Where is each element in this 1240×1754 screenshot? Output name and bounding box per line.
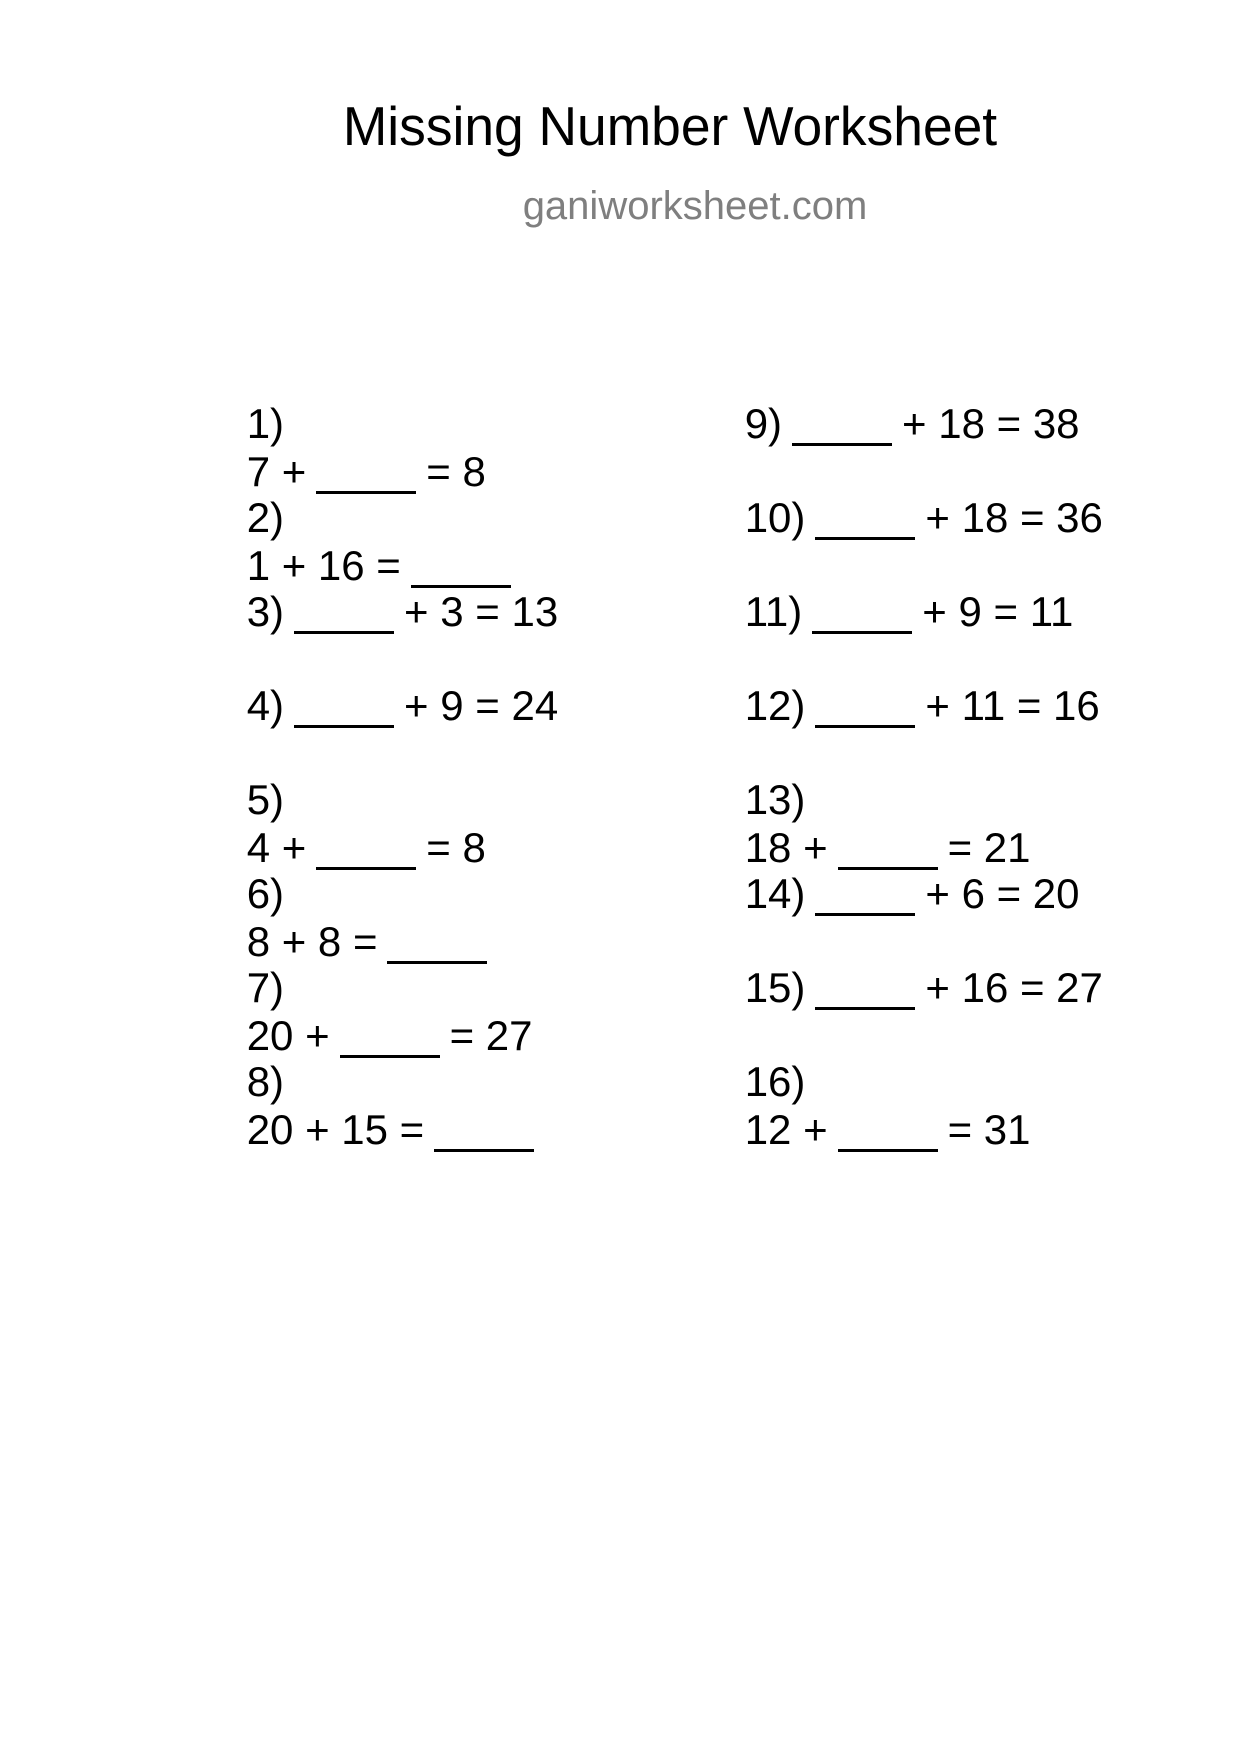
problem-right-part: + 3 = 13 (404, 588, 559, 635)
answer-blank[interactable] (838, 1147, 938, 1152)
problem-number: 15) (744, 964, 806, 1011)
problem-number: 4) (246, 682, 285, 729)
problem-number: 3) (246, 588, 285, 635)
problem-right-part: = 8 (426, 824, 486, 871)
problem-right-part: = 27 (449, 1012, 533, 1059)
problem-left-part: 12 + (744, 1106, 828, 1153)
problem-right-part: + 6 = 20 (925, 870, 1080, 917)
problem-number: 10) (744, 494, 806, 541)
problem-16 (698, 1010, 1031, 1202)
problem-right-part: + 11 = 16 (925, 682, 1100, 729)
problem-number: 2) (246, 494, 285, 541)
problem-right-part: + 9 = 24 (404, 682, 559, 729)
problem-right-part: = 8 (426, 448, 486, 495)
website-label: ganiworksheet.com (522, 184, 868, 228)
problem-left-part: 8 + 8 = (246, 918, 378, 965)
problem-right-part: = 21 (947, 824, 1031, 871)
problem-number: 12) (744, 682, 806, 729)
problem-right-part: + 16 = 27 (925, 964, 1103, 1011)
answer-blank[interactable] (434, 1147, 534, 1152)
problem-number: 8) (246, 1058, 285, 1105)
problem-number: 5) (246, 776, 285, 823)
problem-right-part: + 18 = 38 (902, 400, 1080, 447)
problem-number: 14) (744, 870, 806, 917)
problem-number: 13) (744, 776, 806, 823)
problem-number: 16) (744, 1058, 806, 1105)
problem-left-part: 7 + (246, 448, 307, 495)
problem-left-part: 1 + 16 = (246, 542, 401, 589)
problem-number: 6) (246, 870, 285, 917)
problem-8 (200, 1010, 544, 1202)
problem-right-part: = 31 (947, 1106, 1031, 1153)
problem-left-part: 18 + (744, 824, 828, 871)
problem-number: 11) (744, 588, 803, 635)
problem-left-part: 20 + (246, 1012, 330, 1059)
problem-left-part: 4 + (246, 824, 307, 871)
problem-right-part: + 9 = 11 (922, 588, 1074, 635)
problem-number: 7) (246, 964, 285, 1011)
page-title: Missing Number Worksheet (342, 95, 998, 157)
problem-number: 9) (744, 400, 783, 447)
problem-left-part: 20 + 15 = (246, 1106, 425, 1153)
problem-number: 1) (246, 400, 285, 447)
problem-right-part: + 18 = 36 (925, 494, 1103, 541)
